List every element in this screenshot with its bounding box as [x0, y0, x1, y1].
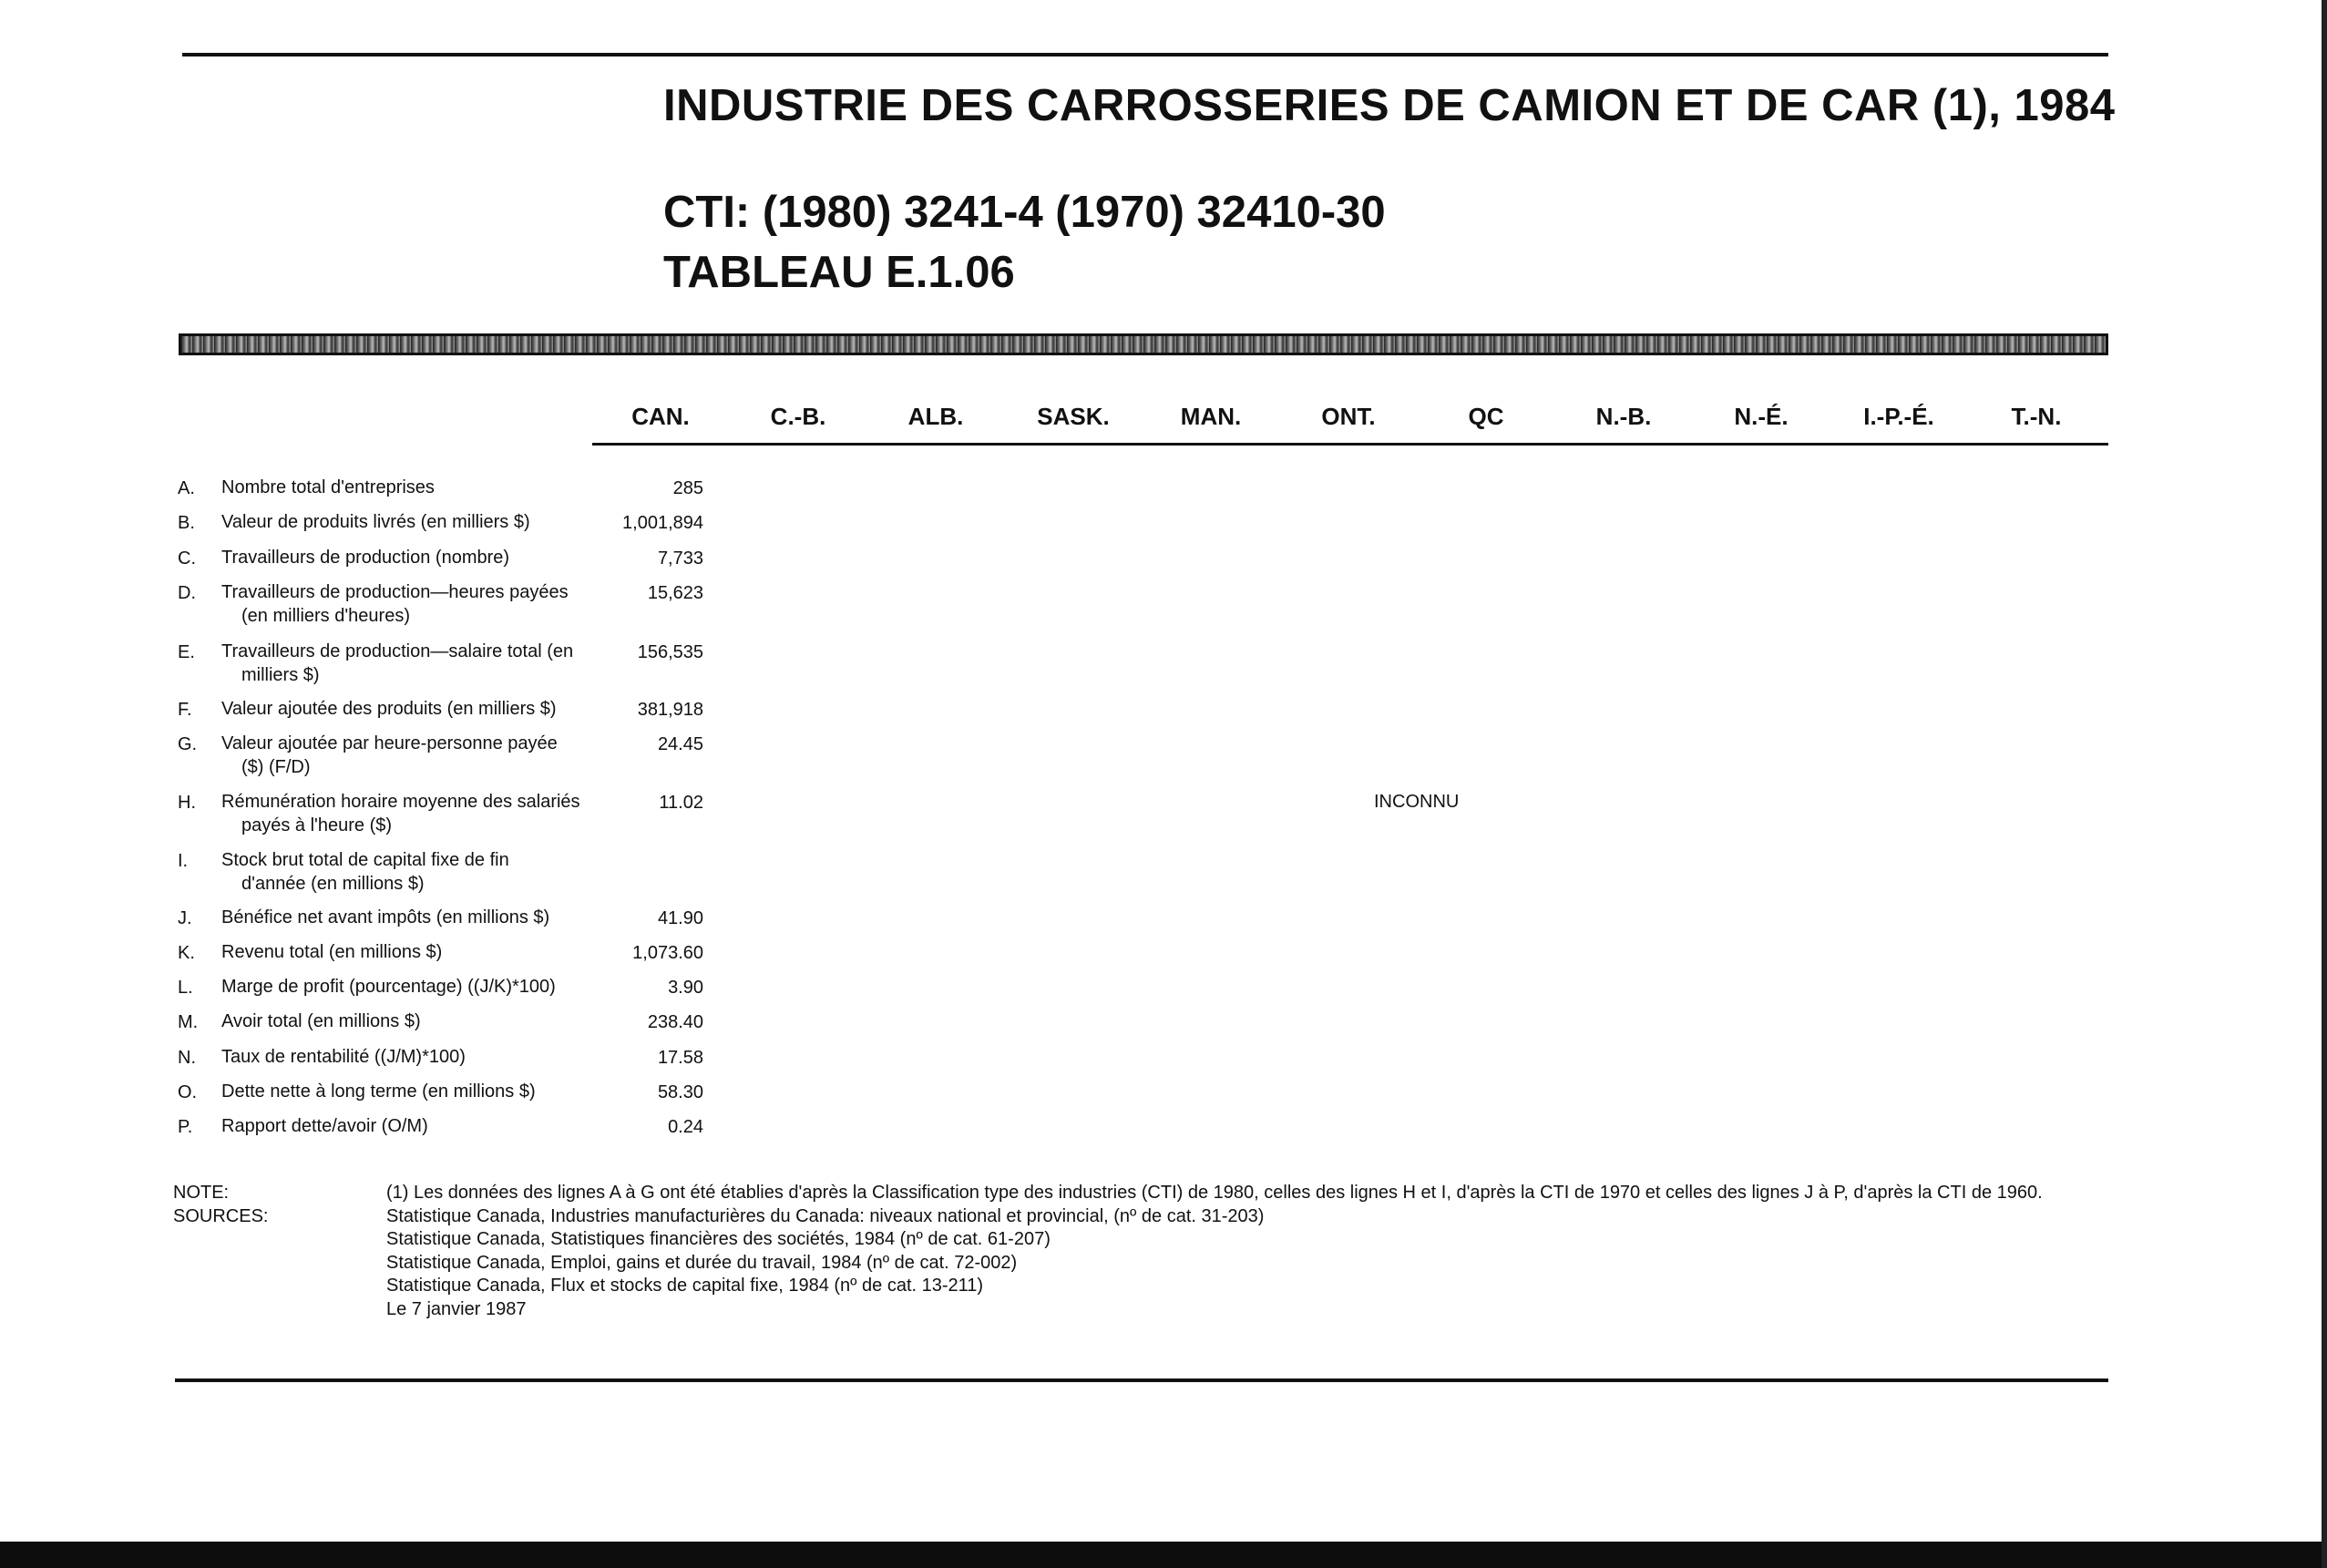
- row-letter: C.: [178, 548, 196, 569]
- row-label-line: Taux de rentabilité ((J/M)*100): [221, 1047, 466, 1067]
- column-header-alb: ALB.: [907, 403, 964, 430]
- row-label: [221, 640, 604, 687]
- row-label-line: payés à l'heure ($): [241, 815, 393, 835]
- column-header-qc: QC: [1468, 403, 1504, 430]
- column-header-ont: ONT.: [1321, 403, 1376, 430]
- row-value-can: 238.40: [647, 1012, 703, 1032]
- row-label: [221, 1080, 604, 1103]
- row-letter: G.: [178, 734, 198, 754]
- row-label: [221, 848, 604, 896]
- row-label-line: Dette nette à long terme (en millions $): [221, 1081, 536, 1102]
- row-label: [221, 790, 604, 837]
- bottom-rule: [175, 1378, 2108, 1382]
- column-header-can: CAN.: [631, 403, 690, 430]
- row-label: [221, 906, 604, 929]
- unknown-provincial-values: INCONNU: [1374, 792, 1460, 812]
- source-line: Statistique Canada, Statistiques financières des sociétés, 1984 (nº de cat. 61-207): [386, 1229, 1051, 1249]
- row-label-line: Rémunération horaire moyenne des salariés: [221, 792, 580, 812]
- row-label: [221, 1114, 604, 1138]
- column-header-nb: N.-B.: [1595, 403, 1652, 430]
- column-header-sask: SASK.: [1037, 403, 1110, 430]
- row-label: [221, 732, 604, 779]
- header-band: [179, 333, 2108, 355]
- row-letter: I.: [178, 851, 189, 871]
- column-header-ipe: I.-P.-É.: [1863, 403, 1934, 430]
- row-label-line: Travailleurs de production (nombre): [221, 548, 510, 568]
- row-label-line: Revenu total (en millions $): [221, 942, 443, 962]
- column-header-cb: C.-B.: [770, 403, 826, 430]
- sources-label: SOURCES:: [173, 1206, 269, 1226]
- row-label: [221, 546, 604, 569]
- row-label-line: Travailleurs de production—heures payées: [221, 582, 569, 602]
- row-label-line: Avoir total (en millions $): [221, 1011, 421, 1031]
- row-value-can: 58.30: [657, 1082, 703, 1102]
- row-label-line: ($) (F/D): [241, 757, 311, 777]
- row-value-can: 3.90: [668, 978, 703, 998]
- row-value-can: 381,918: [637, 700, 703, 720]
- row-label-line: (en milliers d'heures): [241, 606, 410, 626]
- row-label: [221, 1045, 604, 1069]
- row-value-can: 0.24: [668, 1117, 703, 1137]
- row-label-line: d'année (en millions $): [241, 874, 425, 894]
- row-label: [221, 1009, 604, 1033]
- note-label: NOTE:: [173, 1183, 230, 1203]
- column-header-ne: N.-É.: [1734, 403, 1789, 430]
- row-letter: D.: [178, 583, 196, 603]
- row-label-line: Valeur ajoutée par heure-personne payée: [221, 733, 558, 753]
- row-letter: M.: [178, 1012, 199, 1032]
- subtitle-cti: CTI: (1980) 3241-4 (1970) 32410-30: [663, 188, 1386, 237]
- page-subtitle: [663, 182, 1386, 302]
- scan-right-edge: [2322, 0, 2327, 1568]
- row-value-can: 41.90: [657, 908, 703, 928]
- release-date: Le 7 janvier 1987: [386, 1299, 527, 1319]
- row-label-line: Rapport dette/avoir (O/M): [221, 1116, 428, 1136]
- row-value-can: 1,001,894: [622, 513, 703, 533]
- row-letter: O.: [178, 1082, 198, 1102]
- row-label-line: Valeur de produits livrés (en milliers $): [221, 512, 530, 532]
- row-letter: P.: [178, 1117, 193, 1137]
- row-letter: J.: [178, 908, 192, 928]
- source-line: Statistique Canada, Flux et stocks de capital fixe, 1984 (nº de cat. 13-211): [386, 1276, 984, 1296]
- note-text: (1) Les données des lignes A à G ont été établies d'après la Classification type des industries (CTI) de 1980, celles des lignes H et I, d'après la CTI de 1970 et celles des lignes J à P, d'après la CTI de 1960.: [386, 1183, 2043, 1203]
- row-value-can: 156,535: [637, 642, 703, 662]
- row-value-can: 17.58: [657, 1048, 703, 1068]
- page-title: INDUSTRIE DES CARROSSERIES DE CAMION ET DE CAR (1), 1984: [663, 81, 2116, 130]
- row-value-can: 11.02: [659, 793, 703, 813]
- row-value-can: 1,073.60: [632, 943, 703, 963]
- row-label-line: Travailleurs de production—salaire total (en: [221, 641, 574, 661]
- row-label-line: Nombre total d'entreprises: [221, 477, 435, 497]
- row-label-line: Bénéfice net avant impôts (en millions $): [221, 907, 550, 927]
- source-line: Statistique Canada, Industries manufacturières du Canada: niveaux national et provincial, (nº de cat. 31-203): [386, 1206, 1265, 1226]
- column-header-tn: T.-N.: [2011, 403, 2062, 430]
- row-label: [221, 697, 604, 721]
- row-label-line: Marge de profit (pourcentage) ((J/K)*100): [221, 977, 556, 997]
- row-label: [221, 476, 604, 499]
- row-label: [221, 940, 604, 964]
- row-label-line: Stock brut total de capital fixe de fin: [221, 850, 509, 870]
- row-value-can: 15,623: [647, 583, 703, 603]
- row-letter: A.: [178, 478, 195, 498]
- row-letter: N.: [178, 1048, 196, 1068]
- source-line: Statistique Canada, Emploi, gains et durée du travail, 1984 (nº de cat. 72-002): [386, 1253, 1018, 1273]
- row-label-line: Valeur ajoutée des produits (en milliers $): [221, 699, 557, 719]
- row-letter: F.: [178, 700, 192, 720]
- scan-bottom-edge: [0, 1542, 2327, 1568]
- row-value-can: 285: [672, 478, 703, 498]
- row-letter: E.: [178, 642, 195, 662]
- column-header-rule: [592, 443, 2108, 446]
- row-value-can: 7,733: [657, 548, 703, 569]
- top-rule: [182, 53, 2108, 56]
- subtitle-table-number: TABLEAU E.1.06: [663, 248, 1015, 297]
- row-letter: B.: [178, 513, 195, 533]
- row-letter: H.: [178, 793, 196, 813]
- row-letter: K.: [178, 943, 195, 963]
- row-label: [221, 510, 604, 534]
- row-label-line: milliers $): [241, 665, 320, 685]
- row-value-can: 24.45: [657, 734, 703, 754]
- row-label: [221, 975, 604, 999]
- row-letter: L.: [178, 978, 193, 998]
- column-header-man: MAN.: [1180, 403, 1242, 430]
- row-label: [221, 580, 604, 628]
